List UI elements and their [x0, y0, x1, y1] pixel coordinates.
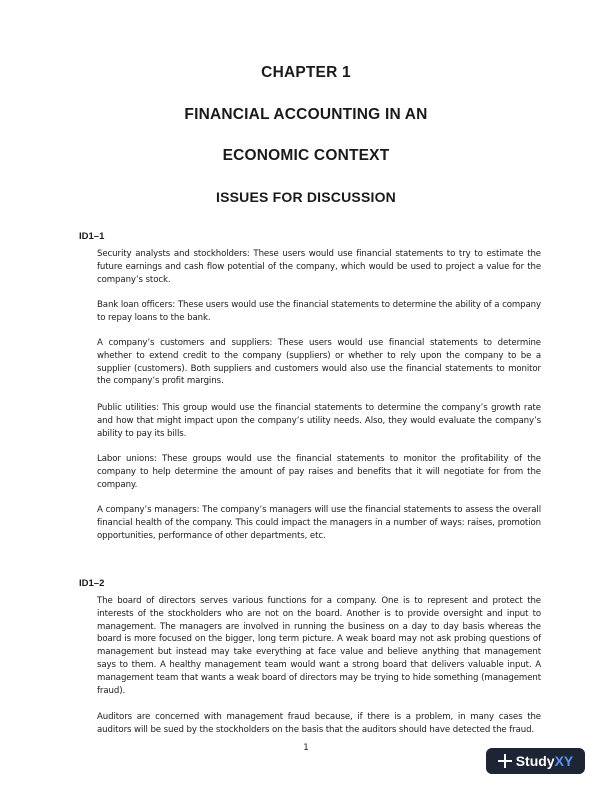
page-number: 1 — [303, 743, 309, 753]
paragraph-bank-loan-officers: Bank loan officers: These users would use the financial statements to determine the ability of a company to repay loans to the bank. — [97, 300, 541, 323]
section-label-id1-2: ID1–2 — [79, 578, 105, 589]
paragraph-labor-unions: Labor unions: These groups would use the financial statements to monitor the profitability of the company to help determine the amount of pay raises and benefits that it will negotiate for from the company. — [97, 454, 541, 490]
paragraph-public-utilities: Public utilities: This group would use the financial statements to determine the company’s growth rate and how that might impact upon the company’s utility needs. Also, they would evaluate the company’s ability to pay its bills. — [97, 403, 541, 439]
paragraph-customers-suppliers: A company’s customers and suppliers: These users would use financial statements to determine whether to extend credit to the company (suppliers) or whether to rely upon the company to be a supplier (customers). Both suppliers and customers would also use the financial statements to monitor the company’s profit margins. — [97, 338, 541, 387]
paragraph-security-analysts: Security analysts and stockholders: These users would use financial statements to try to estimate the future earnings and cash flow potential of the company, which would be used to project a value for the company’s stock. — [97, 249, 541, 285]
chapter-title-line2: ECONOMIC CONTEXT — [222, 147, 390, 164]
section-label-id1-1: ID1–1 — [79, 231, 105, 242]
plus-icon — [498, 754, 512, 768]
section-subtitle: ISSUES FOR DISCUSSION — [215, 189, 396, 205]
brand-main: Study — [515, 753, 555, 769]
paragraph-company-managers: A company’s managers: The company’s managers will use the financial statements to assess the overall financial health of the company. This could impact the managers in a number of ways: raises, promotion opportunities, performance of other departments, etc. — [97, 505, 541, 541]
brand-accent: XY — [554, 753, 574, 769]
studyxy-logo-text — [516, 753, 574, 769]
paragraph-board-of-directors: The board of directors serves various functions for a company. One is to represent and protect the interests of the stockholders who are not on the board. Another is to provide oversight and input to management. The managers are involved in running the business on a day to day basis whereas the board is more focused on the bigger, long term picture. A weak board may not ask probing questions of management but instead may take everything at face value and believe anything that management says to them. A healthy management team would want a strong board that delivers valuable input. A management team that wants a weak board of directors may be trying to hide something (management fraud). — [97, 596, 541, 696]
studyxy-badge[interactable] — [486, 748, 585, 774]
chapter-title-line1: FINANCIAL ACCOUNTING IN AN — [184, 106, 428, 123]
paragraph-auditors: Auditors are concerned with management fraud because, if there is a problem, in many cases the auditors will be sued by the stockholders on the basis that the auditors should have detected the fraud. — [97, 712, 541, 735]
chapter-heading: CHAPTER 1 — [261, 64, 351, 81]
